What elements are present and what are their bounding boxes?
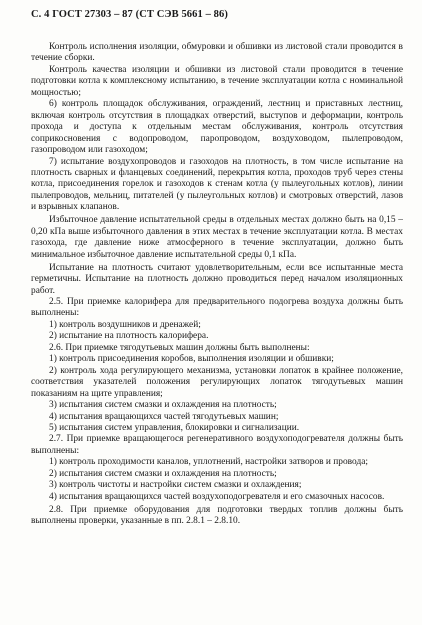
paragraph: 6) контроль площадок обслуживания, ограждений, лестниц и приставных лестниц, включая контроль отсутствия в площадках отверстий, выступов и деформации, контроль прохода и доступа к отдельным местам обслуживания, контроль отсутствия соприкосновения с водопроводом, паропроводом, воздуховодом, пылепроводом, газопроводом или газоходом; — [31, 99, 403, 156]
paragraph: 4) испытания вращающихся частей тягодутьевых машин; — [49, 411, 279, 422]
paragraph: Контроль исполнения изоляции, обмуровки и обшивки из листовой стали проводится в течение сборки. — [31, 42, 403, 64]
paragraph: 7) испытание воздухопроводов и газоходов на плотность, в том числе испытание на плотность сварных и фланцевых соединений, перекрытия котла, проходов труб через стены котла, присоединения горелок и газоходов к стенам котла (у пылеугольных котлов), линии пылепроводов, мельниц, питателей (у пылеугольных котлов) и смотровых отверстий, лазов и взрывных клапанов. — [31, 156, 403, 213]
document-body — [31, 42, 403, 528]
paragraph: 2.6. При приемке тягодутьевых машин должны быть выполнены: — [49, 342, 310, 353]
paragraph: 2) испытания систем смазки и охлаждения на плотность; — [49, 468, 277, 479]
paragraph: Избыточное давление испытательной среды в отдельных местах должно быть на 0,15 – 0,20 кПа выше избыточного давления в этих местах в течение эксплуатации котла. В местах газохода, где давление ниже атмосферного в течение эксплуатации, должно быть минимальное избыточное давление испытательной среды 0,1 кПа. — [31, 215, 403, 260]
paragraph: 2.7. При приемке вращающегося регенеративного воздухоподогревателя должны быть выполнены: — [31, 434, 403, 456]
paragraph: 3) испытания систем смазки и охлаждения на плотность; — [49, 400, 277, 411]
paragraph: 1) контроль проходимости каналов, уплотнений, настройки затворов и провода; — [49, 457, 368, 468]
paragraph: 3) контроль чистоты и настройки систем смазки и охлаждения; — [49, 480, 302, 491]
paragraph: Контроль качества изоляции и обшивки из листовой стали проводится в течение подготовки котла к комплексному испытанию, в течение эксплуатации котла с номинальной мощностью; — [31, 64, 403, 98]
paragraph: 5) испытания систем управления, блокировки и сигнализации. — [49, 422, 300, 433]
paragraph: 4) испытания вращающихся частей воздухоподогревателя и его смазочных насосов. — [49, 491, 385, 502]
paragraph: 2.5. При приемке калорифера для предварительного подогрева воздуха должны быть выполнены: — [31, 296, 403, 319]
paragraph: 2.8. При приемке оборудования для подготовки твердых топлив должны быть выполнены проверки, указанные в пп. 2.8.1 – 2.8.10. — [31, 504, 403, 527]
paragraph: 2) испытание на плотность калорифера. — [49, 331, 209, 342]
paragraph: 1) контроль воздушников и дренажей; — [49, 319, 201, 330]
page-header: С. 4 ГОСТ 27303 – 87 (СТ СЭВ 5661 – 86) — [31, 9, 228, 20]
paragraph: 1) контроль присоединения коробов, выполнения изоляции и обшивки; — [49, 354, 334, 365]
paragraph: 2) контроль хода регулирующего механизма, установки лопаток в крайнее положение, соответствия указателей положения регулирующих лопаток тягодутьевых машин показаниям на щите управления; — [31, 365, 403, 399]
paragraph: Испытание на плотность считают удовлетворительным, если все испытанные места герметичны. Испытание на плотность должно проводиться перед началом изоляционных работ. — [31, 262, 403, 296]
